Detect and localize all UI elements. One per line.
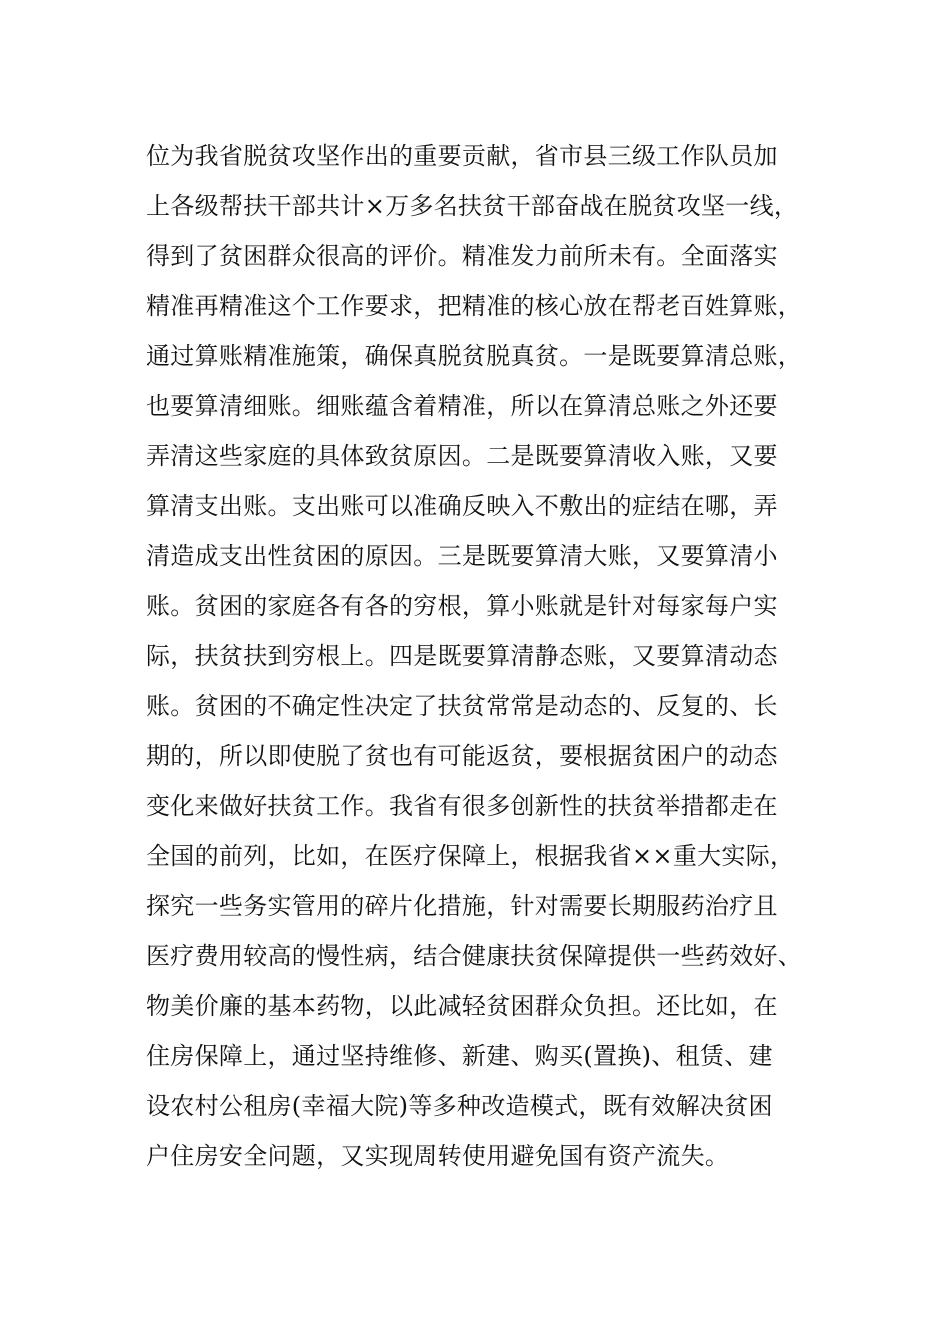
text-line: 物美价廉的基本药物，以此减轻贫困群众负担。还比如，在 <box>146 992 778 1020</box>
text-line: 变化来做好扶贫工作。我省有很多创新性的扶贫举措都走在 <box>146 792 778 820</box>
text-line: 账。贫困的不确定性决定了扶贫常常是动态的、反复的、长 <box>146 692 778 720</box>
text-line: 探究一些务实管用的碎片化措施，针对需要长期服药治疗且 <box>146 892 778 920</box>
text-line: 上各级帮扶干部共计×万多名扶贫干部奋战在脱贫攻坚一线， <box>146 192 799 220</box>
text-line: 住房保障上，通过坚持维修、新建、购买(置换)、租赁、建 <box>146 1042 773 1070</box>
text-line: 位为我省脱贫攻坚作出的重要贡献，省市县三级工作队员加 <box>146 142 778 170</box>
text-line: 医疗费用较高的慢性病，结合健康扶贫保障提供一些药效好、 <box>146 942 803 970</box>
text-line: 精准再精准这个工作要求，把精准的核心放在帮老百姓算账， <box>146 292 803 320</box>
text-line: 算清支出账。支出账可以准确反映入不敷出的症结在哪，弄 <box>146 492 778 520</box>
text-line: 得到了贫困群众很高的评价。精准发力前所未有。全面落实 <box>146 242 778 270</box>
text-line: 账。贫困的家庭各有各的穷根，算小账就是针对每家每户实 <box>146 592 778 620</box>
text-line: 设农村公租房(幸福大院)等多种改造模式，既有效解决贫困 <box>146 1092 773 1120</box>
text-line: 弄清这些家庭的具体致贫原因。二是既要算清收入账，又要 <box>146 442 778 470</box>
text-line: 户住房安全问题，又实现周转使用避免国有资产流失。 <box>146 1142 730 1170</box>
text-line: 期的，所以即使脱了贫也有可能返贫，要根据贫困户的动态 <box>146 742 778 770</box>
body-paragraph <box>146 131 816 1181</box>
text-line: 也要算清细账。细账蕴含着精准，所以在算清总账之外还要 <box>146 392 778 420</box>
text-line: 清造成支出性贫困的原因。三是既要算清大账，又要算清小 <box>146 542 778 570</box>
text-line: 际，扶贫扶到穷根上。四是既要算清静态账，又要算清动态 <box>146 642 778 670</box>
text-line: 通过算账精准施策，确保真脱贫脱真贫。一是既要算清总账， <box>146 342 803 370</box>
text-line: 全国的前列，比如，在医疗保障上，根据我省××重大实际， <box>146 842 795 870</box>
